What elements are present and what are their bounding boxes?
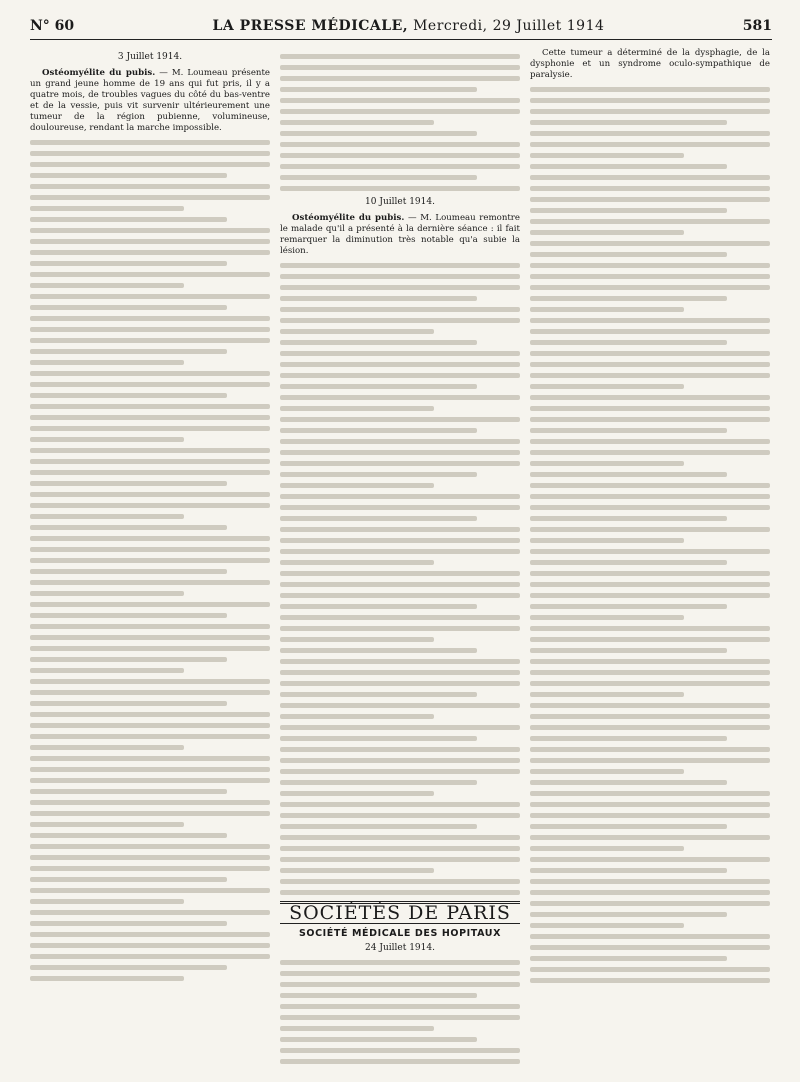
journal-title [213,18,605,34]
article-text: — M. Loumeau remontre le malade qu'il a présenté à la dernière séance : il fait remarquer la diminution très notable qu'a subie la lésion. [280,213,520,256]
article-text: — M. Loumeau présente un grand jeune homme de 19 ans qui fut pris, il y a quatre mois, de troubles vagues du côté du bas-ventre et de la vessie, puis vit survenir ultérieurement une tumeur de la région pubienne, volumineuse, douloureuse, rendant la marche impossible. [30,68,270,133]
column-3 [530,48,770,1066]
illegible-text-block [280,54,520,191]
page-number: 581 [742,18,772,34]
article-ostéomyélite-followup [280,213,520,257]
illegible-text-block [280,960,520,1066]
article-heading: Ostéomyélite du pubis. [292,213,405,223]
article-ostéomyélite [30,68,270,134]
issue-date: Mercredi, 29 Juillet 1914 [413,18,605,34]
illegible-text-block [280,263,520,895]
session-date: 3 Juillet 1914. [117,52,183,62]
text-columns [30,48,772,1066]
issue-number: N° 60 [30,18,75,34]
session-date: 24 Juillet 1914. [365,943,435,953]
column-2 [280,48,520,1066]
page-header [30,18,772,40]
column-1 [30,48,270,1066]
illegible-text-block [30,140,270,981]
illegible-text-block [530,87,770,983]
section-title: SOCIÉTÉS DE PARIS [289,902,511,924]
journal-name: LA PRESSE MÉDICALE, [212,18,409,34]
newspaper-page [30,18,772,1066]
article-text-continued: Cette tumeur a déterminé de la dysphagie, de la dysphonie et un syndrome oculo-sympathique de paralysie. [530,48,770,80]
session-date: 10 Juillet 1914. [365,197,435,207]
society-name: SOCIÉTÉ MÉDICALE DES HOPITAUX [298,928,502,939]
article-heading: Ostéomyélite du pubis. [42,68,156,78]
